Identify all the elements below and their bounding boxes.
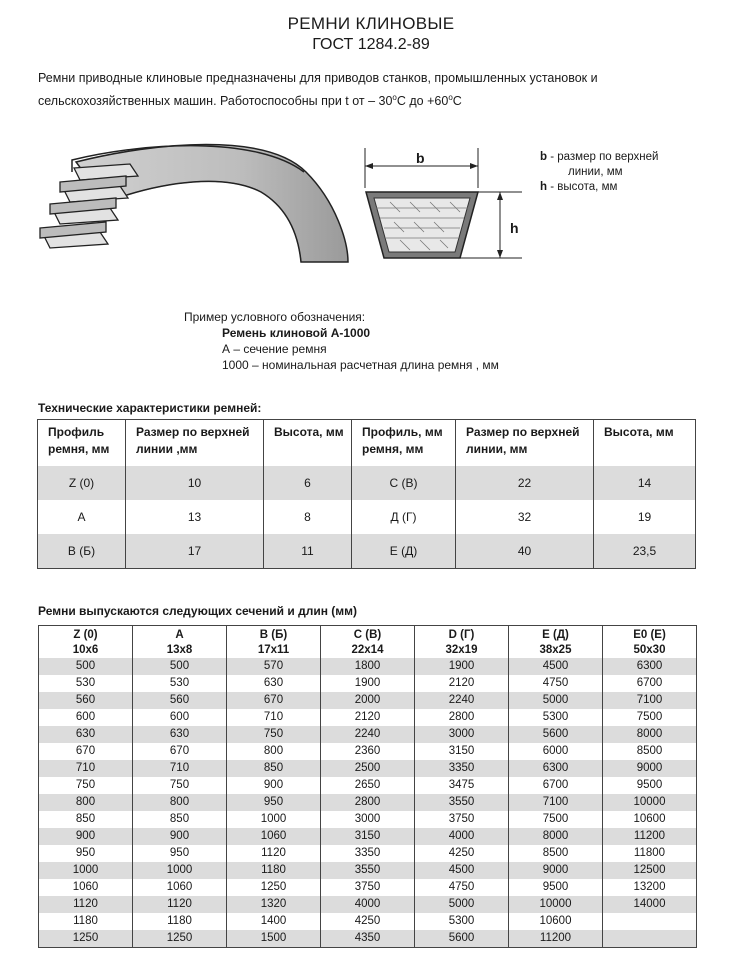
table-cell: 8000 <box>509 828 603 845</box>
table-cell: 9500 <box>509 879 603 896</box>
table-cell: 10000 <box>603 794 697 811</box>
table-cell: 900 <box>227 777 321 794</box>
table-cell: 5300 <box>509 709 603 726</box>
table-cell: E0 (E) <box>603 626 697 644</box>
table-row <box>39 879 697 896</box>
table-cell: Z (0) <box>39 626 133 644</box>
table-cell: 570 <box>227 658 321 675</box>
diagram-legend: b - размер по верхней линии, мм h - высота, мм <box>540 151 659 193</box>
table-cell: C (B) <box>321 626 415 644</box>
height-label-h: h <box>510 220 519 236</box>
table-row <box>39 930 697 948</box>
lengths-table <box>38 625 697 948</box>
table-cell: 950 <box>39 845 133 862</box>
table-cell: 1120 <box>227 845 321 862</box>
table-row <box>39 913 697 930</box>
table-cell: E (Д) <box>509 626 603 644</box>
table-cell: 4750 <box>415 879 509 896</box>
table-cell: 11200 <box>603 828 697 845</box>
table-cell: 12500 <box>603 862 697 879</box>
table-cell: 1000 <box>227 811 321 828</box>
table-cell: 1180 <box>39 913 133 930</box>
table-cell: 22x14 <box>321 643 415 658</box>
table-row: Z (0) 10 6 С (В) 22 14 <box>38 466 696 500</box>
table-cell: 5300 <box>415 913 509 930</box>
table-cell: 560 <box>39 692 133 709</box>
table-cell: 2240 <box>321 726 415 743</box>
table-cell: 750 <box>133 777 227 794</box>
table-cell: 500 <box>133 658 227 675</box>
table-cell: 950 <box>133 845 227 862</box>
designation-example: Пример условного обозначения: Ремень клиновой А-1000 А – сечение ремня 1000 – номинальная расчетная длина ремня , мм <box>184 310 499 372</box>
table-cell: 1060 <box>227 828 321 845</box>
table-row <box>39 675 697 692</box>
table-cell: 3750 <box>415 811 509 828</box>
table-cell: 1180 <box>133 913 227 930</box>
table-row <box>39 896 697 913</box>
table-cell: 1900 <box>415 658 509 675</box>
table-row <box>39 743 697 760</box>
table-cell: 2240 <box>415 692 509 709</box>
lengths-size-row <box>39 643 697 658</box>
table-cell: 1250 <box>133 930 227 948</box>
table-cell: 1400 <box>227 913 321 930</box>
table-row: А 13 8 Д (Г) 32 19 <box>38 500 696 534</box>
table-cell: 38x25 <box>509 643 603 658</box>
table-cell: 850 <box>133 811 227 828</box>
table-cell: 3350 <box>321 845 415 862</box>
table-row <box>39 692 697 709</box>
table-cell: 10600 <box>603 811 697 828</box>
table-cell: 9500 <box>603 777 697 794</box>
table-cell: 50x30 <box>603 643 697 658</box>
table-cell: D (Г) <box>415 626 509 644</box>
table-cell: 10600 <box>509 913 603 930</box>
tech-header-row: Профиль ремня, мм Размер по верхней линии ,мм Высота, мм Профиль, мм ремня, мм Размер по верхней линии, мм Высота, мм <box>38 420 696 467</box>
intro-paragraph: Ремни приводные клиновые предназначены для приводов станков, промышленных установок и сельскохозяйственных машин. Работоспособны при t от – 30$^o$C до $+60^oC$ <box>38 71 598 109</box>
table-cell: 3750 <box>321 879 415 896</box>
table-cell: 800 <box>39 794 133 811</box>
table-cell: 14000 <box>603 896 697 913</box>
table-row <box>39 658 697 675</box>
table-cell: 6700 <box>603 675 697 692</box>
table-cell: 2120 <box>321 709 415 726</box>
table-cell: 13x8 <box>133 643 227 658</box>
table-row <box>39 794 697 811</box>
table-cell: 3150 <box>415 743 509 760</box>
table-cell: 11800 <box>603 845 697 862</box>
table-cell: 530 <box>39 675 133 692</box>
table-cell: 1250 <box>227 879 321 896</box>
table-cell: 560 <box>133 692 227 709</box>
table-cell: 5000 <box>509 692 603 709</box>
table-cell: 1000 <box>39 862 133 879</box>
page-title: РЕМНИ КЛИНОВЫЕ <box>287 14 455 33</box>
table-cell: 8500 <box>509 845 603 862</box>
table-cell: 1120 <box>133 896 227 913</box>
table-cell: 5000 <box>415 896 509 913</box>
table-row <box>39 760 697 777</box>
table-cell: 1180 <box>227 862 321 879</box>
table-cell: 950 <box>227 794 321 811</box>
table-cell: 1000 <box>133 862 227 879</box>
table-cell: 4500 <box>415 862 509 879</box>
table-cell: 750 <box>39 777 133 794</box>
table-cell: B (Б) <box>227 626 321 644</box>
table-row <box>39 828 697 845</box>
table-cell: 1900 <box>321 675 415 692</box>
table-cell: 800 <box>227 743 321 760</box>
table-cell: 4250 <box>321 913 415 930</box>
table-cell: 3350 <box>415 760 509 777</box>
table-cell: 710 <box>133 760 227 777</box>
table-row <box>39 845 697 862</box>
table-row: В (Б) 17 11 Е (Д) 40 23,5 <box>38 534 696 569</box>
table-cell: 4350 <box>321 930 415 948</box>
table-cell: 4500 <box>509 658 603 675</box>
table-cell: 2360 <box>321 743 415 760</box>
table-cell: 17x11 <box>227 643 321 658</box>
table-cell: 9000 <box>509 862 603 879</box>
table-cell: 630 <box>133 726 227 743</box>
lengths-header-row <box>39 626 697 644</box>
tech-table <box>37 419 696 569</box>
table-cell: 1060 <box>133 879 227 896</box>
table-cell: 2800 <box>415 709 509 726</box>
table-cell: 9000 <box>603 760 697 777</box>
table-cell: 800 <box>133 794 227 811</box>
table-cell: 5600 <box>509 726 603 743</box>
table-cell: 1500 <box>227 930 321 948</box>
table-cell: 4000 <box>415 828 509 845</box>
table-cell: 4750 <box>509 675 603 692</box>
table-cell: 10x6 <box>39 643 133 658</box>
table-cell: 2800 <box>321 794 415 811</box>
table-cell: 11200 <box>509 930 603 948</box>
table-cell: 3550 <box>321 862 415 879</box>
tech-caption: Технические характеристики ремней: <box>38 401 262 415</box>
lengths-caption: Ремни выпускаются следующих сечений и длин (мм) <box>38 604 358 618</box>
table-cell: 850 <box>39 811 133 828</box>
table-cell: 7100 <box>509 794 603 811</box>
table-cell: 1120 <box>39 896 133 913</box>
table-cell: 6700 <box>509 777 603 794</box>
table-cell: 900 <box>133 828 227 845</box>
table-cell: 5600 <box>415 930 509 948</box>
table-cell: 500 <box>39 658 133 675</box>
table-cell: 630 <box>227 675 321 692</box>
table-cell: 1060 <box>39 879 133 896</box>
table-cell: 8000 <box>603 726 697 743</box>
width-label-b: b <box>416 150 425 166</box>
table-cell: 2120 <box>415 675 509 692</box>
table-cell: 8500 <box>603 743 697 760</box>
table-cell: 3000 <box>415 726 509 743</box>
table-cell: 10000 <box>509 896 603 913</box>
table-cell: 670 <box>133 743 227 760</box>
table-cell: 710 <box>227 709 321 726</box>
table-cell: 2500 <box>321 760 415 777</box>
table-cell: 3150 <box>321 828 415 845</box>
table-cell: 3000 <box>321 811 415 828</box>
belt-cross-section <box>360 142 530 270</box>
table-row <box>39 709 697 726</box>
table-cell: 2650 <box>321 777 415 794</box>
table-cell: 1250 <box>39 930 133 948</box>
table-cell: 670 <box>227 692 321 709</box>
table-cell: 13200 <box>603 879 697 896</box>
table-cell: 530 <box>133 675 227 692</box>
table-cell: 2000 <box>321 692 415 709</box>
table-cell: 6300 <box>509 760 603 777</box>
table-cell: 6000 <box>509 743 603 760</box>
table-cell: 1800 <box>321 658 415 675</box>
table-cell: 4000 <box>321 896 415 913</box>
table-cell: 3475 <box>415 777 509 794</box>
table-cell: 600 <box>39 709 133 726</box>
table-cell <box>603 913 697 930</box>
table-row <box>39 862 697 879</box>
table-cell: A <box>133 626 227 644</box>
table-cell: 7500 <box>509 811 603 828</box>
table-cell: 900 <box>39 828 133 845</box>
belt-illustration <box>36 132 356 272</box>
table-cell <box>603 930 697 948</box>
table-cell: 1320 <box>227 896 321 913</box>
table-cell: 32x19 <box>415 643 509 658</box>
table-cell: 6300 <box>603 658 697 675</box>
table-cell: 7500 <box>603 709 697 726</box>
table-row <box>39 811 697 828</box>
table-cell: 850 <box>227 760 321 777</box>
table-row <box>39 777 697 794</box>
table-cell: 710 <box>39 760 133 777</box>
table-cell: 750 <box>227 726 321 743</box>
table-cell: 670 <box>39 743 133 760</box>
table-cell: 3550 <box>415 794 509 811</box>
table-cell: 7100 <box>603 692 697 709</box>
table-cell: 4250 <box>415 845 509 862</box>
table-row <box>39 726 697 743</box>
table-cell: 630 <box>39 726 133 743</box>
table-cell: 600 <box>133 709 227 726</box>
standard-code: ГОСТ 1284.2-89 <box>312 36 430 53</box>
